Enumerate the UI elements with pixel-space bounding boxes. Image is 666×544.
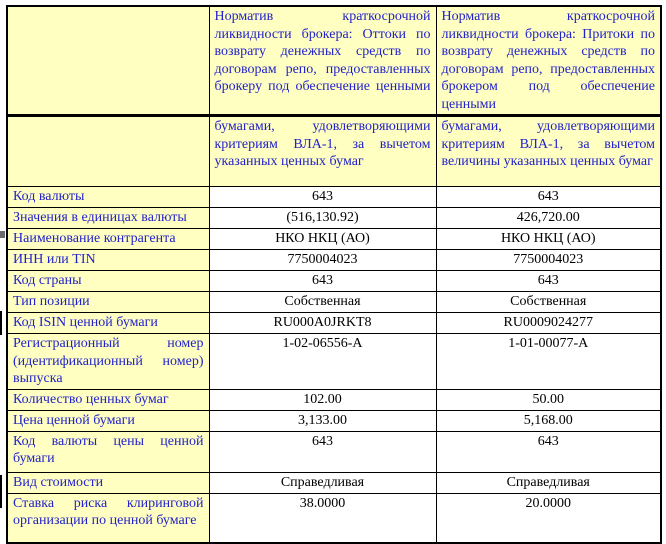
table-row — [7, 431, 661, 472]
outflow-value: 38.0000 — [209, 493, 436, 543]
outflow-value: 7750004023 — [209, 250, 436, 271]
header-corner-cell — [7, 6, 209, 116]
row-label: Тип позиции — [7, 292, 209, 313]
row-label: Код страны — [7, 271, 209, 292]
row-label: Вид стоимости — [7, 472, 209, 493]
outflow-column-header-part2: бумагами, удовлетворяющими критериям ВЛА-1, за вычетом указанных ценных бумаг — [209, 116, 436, 187]
outflow-value: 643 — [209, 271, 436, 292]
inflow-value: 426,720.00 — [436, 208, 661, 229]
table-row — [7, 334, 661, 390]
table-row — [7, 292, 661, 313]
outflow-value: Собственная — [209, 292, 436, 313]
row-label: Код валюты цены ценной бумаги — [7, 431, 209, 472]
left-margin-artifact — [0, 311, 2, 335]
outflow-value: 1-02-06556-А — [209, 334, 436, 390]
table-row — [7, 472, 661, 493]
row-label: ИНН или TIN — [7, 250, 209, 271]
inflow-value: Собственная — [436, 292, 661, 313]
left-margin-artifact — [0, 475, 2, 508]
table-row — [7, 313, 661, 334]
row-label: Код валюты — [7, 187, 209, 208]
row-label: Регистрационный номер (идентификационный номер) выпуска — [7, 334, 209, 390]
row-label: Значения в единицах валюты — [7, 208, 209, 229]
table-row — [7, 229, 661, 250]
inflow-column-header-part2: бумагами, удовлетворяющими критериям ВЛА-1, за вычетом величины указанных ценных бумаг — [436, 116, 661, 187]
liquidity-norm-table — [6, 5, 662, 544]
table-row — [7, 410, 661, 431]
outflow-value: 643 — [209, 187, 436, 208]
inflow-value: 20.0000 — [436, 493, 661, 543]
outflow-value: (516,130.92) — [209, 208, 436, 229]
inflow-value: 7750004023 — [436, 250, 661, 271]
header-row-bottom — [7, 116, 661, 187]
header-corner-cell-2 — [7, 116, 209, 187]
outflow-value: 3,133.00 — [209, 410, 436, 431]
inflow-column-header-part1: Норматив краткосрочной ликвидности брокера: Притоки по возврату денежных средств по договорам репо, предоставленных брокером под обеспечение ценными — [436, 6, 661, 116]
outflow-value: 643 — [209, 431, 436, 472]
row-label: Количество ценных бумаг — [7, 389, 209, 410]
inflow-value: RU0009024277 — [436, 313, 661, 334]
left-margin-artifact — [0, 231, 5, 238]
table-row — [7, 250, 661, 271]
table-row — [7, 208, 661, 229]
table-row — [7, 187, 661, 208]
inflow-value: 643 — [436, 187, 661, 208]
inflow-value: 643 — [436, 271, 661, 292]
outflow-value: 102.00 — [209, 389, 436, 410]
header-row-top — [7, 6, 661, 116]
outflow-value: Справедливая — [209, 472, 436, 493]
inflow-value: 1-01-00077-А — [436, 334, 661, 390]
row-label: Наименование контрагента — [7, 229, 209, 250]
table-row — [7, 271, 661, 292]
outflow-column-header-part1: Норматив краткосрочной ликвидности брокера: Оттоки по возврату денежных средств по договорам репо, предоставленных брокеру под обеспечение ценными — [209, 6, 436, 116]
inflow-value: 50.00 — [436, 389, 661, 410]
outflow-value: НКО НКЦ (АО) — [209, 229, 436, 250]
row-label: Цена ценной бумаги — [7, 410, 209, 431]
table-row — [7, 493, 661, 543]
outflow-value: RU000A0JRKT8 — [209, 313, 436, 334]
row-label: Ставка риска клиринговой организации по ценной бумаге — [7, 493, 209, 543]
inflow-value: 643 — [436, 431, 661, 472]
inflow-value: Справедливая — [436, 472, 661, 493]
inflow-value: НКО НКЦ (АО) — [436, 229, 661, 250]
table-row — [7, 389, 661, 410]
inflow-value: 5,168.00 — [436, 410, 661, 431]
row-label: Код ISIN ценной бумаги — [7, 313, 209, 334]
